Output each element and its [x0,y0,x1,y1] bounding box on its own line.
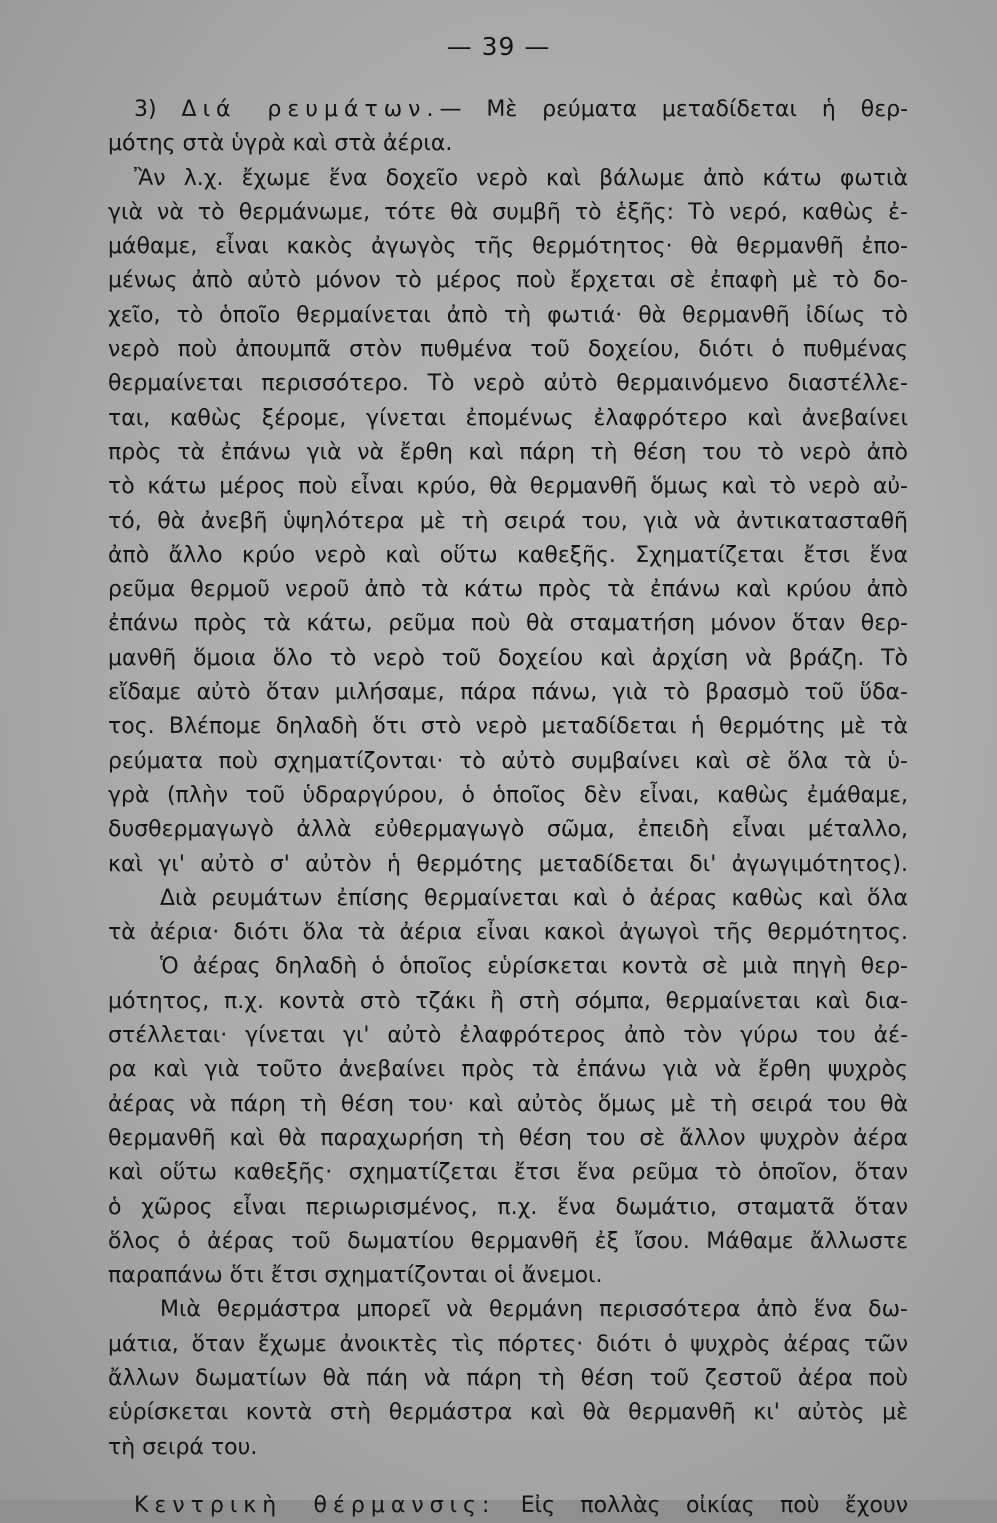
text-line: μότητος, π.χ. κοντὰ στὸ τζάκι ἢ στὴ σόμπα, θερμαίνεται καὶ δια- [108,988,908,1014]
text-line: γιὰ νὰ τὸ θερμάνωμε, τότε θὰ συμβῆ τὸ ἑξῆς: Τὸ νερό, καθὼς ἐ- [108,199,908,225]
text-line: καὶ γι' αὐτὸ σ' αὐτὸν ἡ θερμότης μεταδίδεται δι' ἀγωγιμότητος). [108,851,908,877]
text-line: πρὸς τὰ ἐπάνω γιὰ νὰ ἔρθη καὶ πάρη τὴ θέση του τὸ νερὸ ἀπὸ [108,439,908,465]
central-heating-intro: Εἰς πολλὰς οἰκίας ποὺ ἔχουν [520,1492,908,1518]
text-line: εὑρίσκεται κοντὰ στὴ θερμάστρα καὶ θὰ θερμανθῆ κι' αὐτὸς μὲ [108,1400,908,1426]
text-line: παραπάνω ὅτι ἔτσι σχηματίζονται οἱ ἄνεμοι. [108,1263,603,1289]
text-line: δυσθερμαγωγὸ ἀλλὰ εὐθερμαγωγὸ σῶμα, ἐπειδὴ εἶναι μέταλλο, [108,817,908,843]
text-line: τὰ ἀέρια· διότι ὅλα τὰ ἀέρια εἶναι κακοὶ ἀγωγοὶ τῆς θερμότητος. [108,920,908,946]
central-heating-title: Κεντρικὴ θέρμανσις: [134,1492,496,1518]
text-line: ἐπάνω πρὸς τὰ κάτω, ρεῦμα ποὺ θὰ σταματήση μόνον ὅταν θερ- [108,611,908,637]
text-line: Ἂν λ.χ. ἔχωμε ἕνα δοχεῖο νερὸ καὶ βάλωμε ἀπὸ κάτω φωτιὰ [134,165,908,191]
text-line: ἀπὸ ἄλλο κρύο νερὸ καὶ οὕτω καθεξῆς. Σχηματίζεται ἔτσι ἕνα [108,542,908,568]
body-text [108,93,908,1523]
text-line: τό, θὰ ἀνεβῆ ὑψηλότερα μὲ τὴ σειρά του, γιὰ νὰ ἀντικατασταθῆ [108,508,908,534]
text-line: ὁ χῶρος εἶναι περιωρισμένος, π.χ. ἕνα δωμάτιο, σταματᾶ ὅταν [108,1194,908,1220]
text-line: μανθῆ ὅμοια ὅλο τὸ νερὸ τοῦ δοχείου καὶ ἀρχίση νὰ βράζη. Τὸ [108,645,908,671]
text-line: εἴδαμε αὐτὸ ὅταν μιλήσαμε, πάρα πάνω, γιὰ τὸ βρασμὸ τοῦ ὕδα- [108,680,908,706]
text-line: Μιὰ θερμάστρα μπορεῖ νὰ θερμάνη περισσότερα ἀπὸ ἕνα δω- [160,1297,908,1323]
section-3-intro: — Μὲ ρεύματα μεταδίδεται ἡ θερ- [439,97,909,122]
text-line: ρεῦμα θερμοῦ νεροῦ ἀπὸ τὰ κάτω πρὸς τὰ ἐπάνω καὶ κρύου ἀπὸ [108,577,908,603]
text-line: Διὰ ρευμάτων ἐπίσης θερμαίνεται καὶ ὁ ἀέρας καθὼς καὶ ὅλα [160,885,908,911]
text-line: ὅλος ὁ ἀέρας τοῦ δωματίου θερμανθῆ ἐξ ἴσου. Μάθαμε ἄλλωστε [108,1228,908,1254]
text-line: μάτια, ὅταν ἔχωμε ἀνοικτὲς τὶς πόρτες· διότι ὁ ψυχρὸς ἀέρας τῶν [108,1331,908,1357]
text-line: ἄλλων δωματίων θὰ πάη νὰ πάρη τὴ θέση τοῦ ζεστοῦ ἀέρα ποὺ [108,1365,908,1391]
central-heating-heading-line [108,1489,908,1523]
text-line: νερὸ ποὺ ἀπουμπᾶ στὸν πυθμένα τοῦ δοχείου, διότι ὁ πυθμένας [108,337,908,363]
text-line: τος. Βλέπομε δηλαδὴ ὅτι στὸ νερὸ μεταδίδεται ἡ θερμότης μὲ τὰ [108,714,908,740]
section-3-heading-line [108,93,908,127]
section-3-title: Διά ρευμάτων. [181,97,440,122]
text-line: μένως ἀπὸ αὐτὸ μόνον τὸ μέρος ποὺ ἔρχεται σὲ ἐπαφὴ μὲ τὸ δο- [108,268,908,294]
text-line: ται, καθὼς ξέρομε, γίνεται ἐπομένως ἐλαφρότερο καὶ ἀνεβαίνει [108,405,908,431]
text-line: ρεύματα ποὺ σχηματίζονται· τὸ αὐτὸ συμβαίνει καὶ σὲ ὅλα τὰ ὑ- [108,748,908,774]
text-line: Ὁ ἀέρας δηλαδὴ ὁ ὁποῖος εὑρίσκεται κοντὰ σὲ μιὰ πηγὴ θερ- [160,954,908,980]
text-line: χεῖο, τὸ ὁποῖο θερμαίνεται ἀπὸ τὴ φωτιά· θὰ θερμανθῆ ἰδίως τὸ [108,302,908,328]
text-line: γρὰ (πλὴν τοῦ ὑδραργύρου, ὁ ὁποῖος δὲν εἶναι, καθὼς ἐμάθαμε, [108,782,908,808]
section-3-prefix: 3) [134,97,157,122]
paragraph-gap [108,1465,908,1489]
text-line: καὶ οὕτω καθεξῆς· σχηματίζεται ἔτσι ἕνα ρεῦμα τὸ ὁποῖον, ὅταν [108,1160,908,1186]
text-line: τὴ σειρά του. [108,1434,258,1460]
text-line: τὸ κάτω μέρος ποὺ εἶναι κρύο, θὰ θερμανθῆ ὅμως καὶ τὸ νερὸ αὐ- [108,474,908,500]
text-line: μότης στὰ ὑγρὰ καὶ στὰ ἀέρια. [108,131,453,157]
text-line: θερμαίνεται περισσότερο. Τὸ νερὸ αὐτὸ θερμαινόμενο διαστέλλε- [108,371,908,397]
text-line: στέλλεται· γίνεται γι' αὐτὸ ἐλαφρότερος ἀπὸ τὸν γύρω του ἀέ- [108,1023,908,1049]
page-number: — 39 — [446,32,551,61]
text-line: θερμανθῆ καὶ θὰ παραχωρήση τὴ θέση του σὲ ἄλλον ψυχρὸν ἀέρα [108,1125,908,1151]
text-line: μάθαμε, εἶναι κακὸς ἀγωγὸς τῆς θερμότητος· θὰ θερμανθῆ ἐπο- [108,234,908,260]
text-line: ρα καὶ γιὰ τοῦτο ἀνεβαίνει πρὸς τὰ ἐπάνω γιὰ νὰ ἔρθη ψυχρὸς [108,1057,908,1083]
text-line: ἀέρας νὰ πάρη τὴ θέση του· καὶ αὐτὸς ὅμως μὲ τὴ σειρά του θὰ [108,1091,908,1117]
